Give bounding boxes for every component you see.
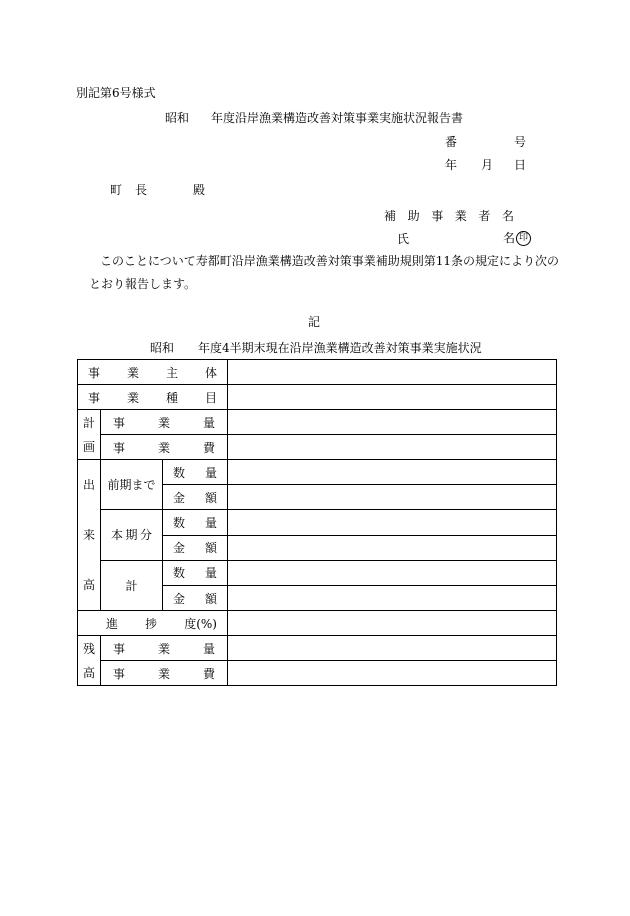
- form-number: 別記第6号様式: [76, 86, 156, 100]
- addressee-honorific: 殿: [193, 183, 206, 197]
- label-zandaka-jigyo-ryo: [101, 636, 228, 661]
- date-month: 月: [481, 158, 494, 172]
- label-char: 額: [205, 541, 218, 555]
- label-char: 捗: [145, 616, 158, 631]
- label-keikaku-jigyo-hi: [101, 435, 228, 460]
- value-cell-zandaka-jigyo-hi[interactable]: [228, 661, 557, 686]
- label-honki-bun: [101, 510, 163, 561]
- applicant-label-char-2: 助: [407, 209, 420, 223]
- table-row-shinchoku: [78, 611, 557, 636]
- label-char: 事: [113, 641, 126, 656]
- label-char: 主: [166, 365, 179, 380]
- date-day: 日: [514, 158, 527, 172]
- label-jigyo-shumoku: [78, 385, 228, 410]
- label-char: 量: [205, 566, 218, 581]
- applicant-name-last: 名: [503, 231, 516, 245]
- value-cell-zenki-kingaku[interactable]: [228, 485, 557, 510]
- label-char: 業: [158, 666, 171, 681]
- label-suryo: [163, 460, 228, 485]
- label-zandaka-jigyo-hi: [101, 661, 228, 686]
- body-line-2: とおり報告します。: [89, 277, 197, 291]
- applicant-label-char-6: 名: [501, 209, 514, 223]
- label-kingaku: [163, 586, 228, 611]
- report-title: 年度沿岸漁業構造改善対策事業実施状況報告書: [211, 111, 464, 125]
- table-row-zenki-suryo: [78, 460, 557, 485]
- label-char: 業: [127, 390, 140, 405]
- label-jigyo-shutai: [78, 360, 228, 385]
- label-char: 出: [82, 478, 95, 492]
- report-title-era: 昭和: [165, 111, 190, 125]
- applicant-name-last-with-seal: [503, 229, 531, 246]
- label-char: 期: [125, 528, 138, 543]
- label-char: 残: [82, 641, 95, 656]
- value-cell-honki-kingaku[interactable]: [228, 535, 557, 560]
- table-row-jigyo-shutai: [78, 360, 557, 385]
- body-line-1: このことについて寿都町沿岸漁業構造改善対策事業補助規則第11条の規定により次の: [100, 254, 560, 268]
- label-char: 金: [173, 591, 186, 606]
- label-char: 額: [205, 490, 218, 505]
- applicant-label-char-3: 事: [431, 209, 444, 223]
- label-char: 事: [113, 415, 126, 430]
- label-char: 体: [205, 365, 218, 380]
- label-char: 数: [173, 515, 186, 530]
- table-row-kei-suryo: [78, 560, 557, 586]
- value-cell-jigyo-shutai[interactable]: [228, 360, 557, 385]
- table-row-keikaku-ryo: [78, 410, 557, 435]
- table-row-zandaka-hi: [78, 661, 557, 686]
- ki-heading: 記: [308, 315, 321, 329]
- label-kei: 計: [101, 560, 163, 611]
- label-kingaku: [163, 535, 228, 560]
- value-cell-keikaku-jigyo-hi[interactable]: [228, 435, 557, 460]
- label-suryo: [163, 510, 228, 536]
- value-cell-zenki-suryo[interactable]: [228, 460, 557, 485]
- label-char: 種: [166, 390, 179, 405]
- table-title-era: 昭和: [150, 341, 175, 355]
- label-char: 高: [82, 578, 95, 592]
- label-char: 数: [173, 465, 186, 480]
- label-char: 量: [203, 415, 216, 430]
- label-char: 額: [205, 591, 218, 606]
- doc-number-go: 号: [514, 135, 527, 149]
- applicant-label-char-1: 補: [384, 209, 397, 223]
- label-char: 量: [205, 515, 218, 530]
- label-dekidaka: [78, 460, 101, 611]
- applicant-label-char-5: 者: [478, 209, 491, 223]
- table-title: 年度4半期末現在沿岸漁業構造改善対策事業実施状況: [198, 341, 482, 355]
- label-char: 本: [111, 528, 124, 543]
- label-char: 事: [113, 666, 126, 681]
- label-char: 業: [158, 415, 171, 430]
- value-cell-honki-suryo[interactable]: [228, 510, 557, 536]
- label-char: 計: [82, 415, 95, 430]
- label-char: 画: [82, 439, 95, 454]
- label-char: 事: [88, 365, 101, 380]
- label-char: 分: [139, 528, 152, 543]
- label-zandaka: [78, 636, 101, 686]
- value-cell-zandaka-jigyo-ryo[interactable]: [228, 636, 557, 661]
- label-suryo: [163, 560, 228, 586]
- value-cell-jigyo-shumoku[interactable]: [228, 385, 557, 410]
- label-char: 数: [173, 566, 186, 581]
- doc-number-ban: 番: [445, 135, 458, 149]
- label-char: 進: [106, 616, 119, 631]
- label-char: 事: [113, 440, 126, 455]
- table-row-jigyo-shumoku: [78, 385, 557, 410]
- addressee-char-2: 長: [135, 183, 148, 197]
- seal-icon: 印: [516, 231, 531, 246]
- label-char: 量: [205, 465, 218, 480]
- label-char: 高: [82, 665, 95, 680]
- applicant-label-char-4: 業: [454, 209, 467, 223]
- value-cell-keikaku-jigyo-ryo[interactable]: [228, 410, 557, 435]
- addressee-char-1: 町: [110, 183, 123, 197]
- status-table: [77, 359, 557, 686]
- label-char: 事: [88, 390, 101, 405]
- label-char: 金: [173, 541, 186, 555]
- label-char: 金: [173, 490, 186, 505]
- label-zenki-made: 前期まで: [101, 460, 163, 510]
- label-char: 目: [205, 390, 218, 405]
- label-keikaku: [78, 410, 101, 460]
- value-cell-kei-kingaku[interactable]: [228, 586, 557, 611]
- label-char: 費: [203, 666, 216, 681]
- label-char: 業: [158, 440, 171, 455]
- label-char: 量: [203, 641, 216, 656]
- label-char: 度(%): [184, 616, 217, 631]
- value-cell-kei-suryo[interactable]: [228, 560, 557, 586]
- table-row-keikaku-hi: [78, 435, 557, 460]
- label-char: 業: [127, 365, 140, 380]
- value-cell-shinchoku[interactable]: [228, 611, 557, 636]
- label-char: 費: [203, 440, 216, 455]
- table-row-zandaka-ryo: [78, 636, 557, 661]
- label-char: 来: [82, 528, 95, 542]
- label-char: 業: [158, 641, 171, 656]
- label-shinchoku: [78, 611, 228, 636]
- applicant-label: [384, 207, 514, 224]
- date-year: 年: [445, 158, 458, 172]
- applicant-name-first: 氏: [397, 232, 410, 246]
- label-kingaku: [163, 485, 228, 510]
- table-row-honki-suryo: [78, 510, 557, 536]
- label-keikaku-jigyo-ryo: [101, 410, 228, 435]
